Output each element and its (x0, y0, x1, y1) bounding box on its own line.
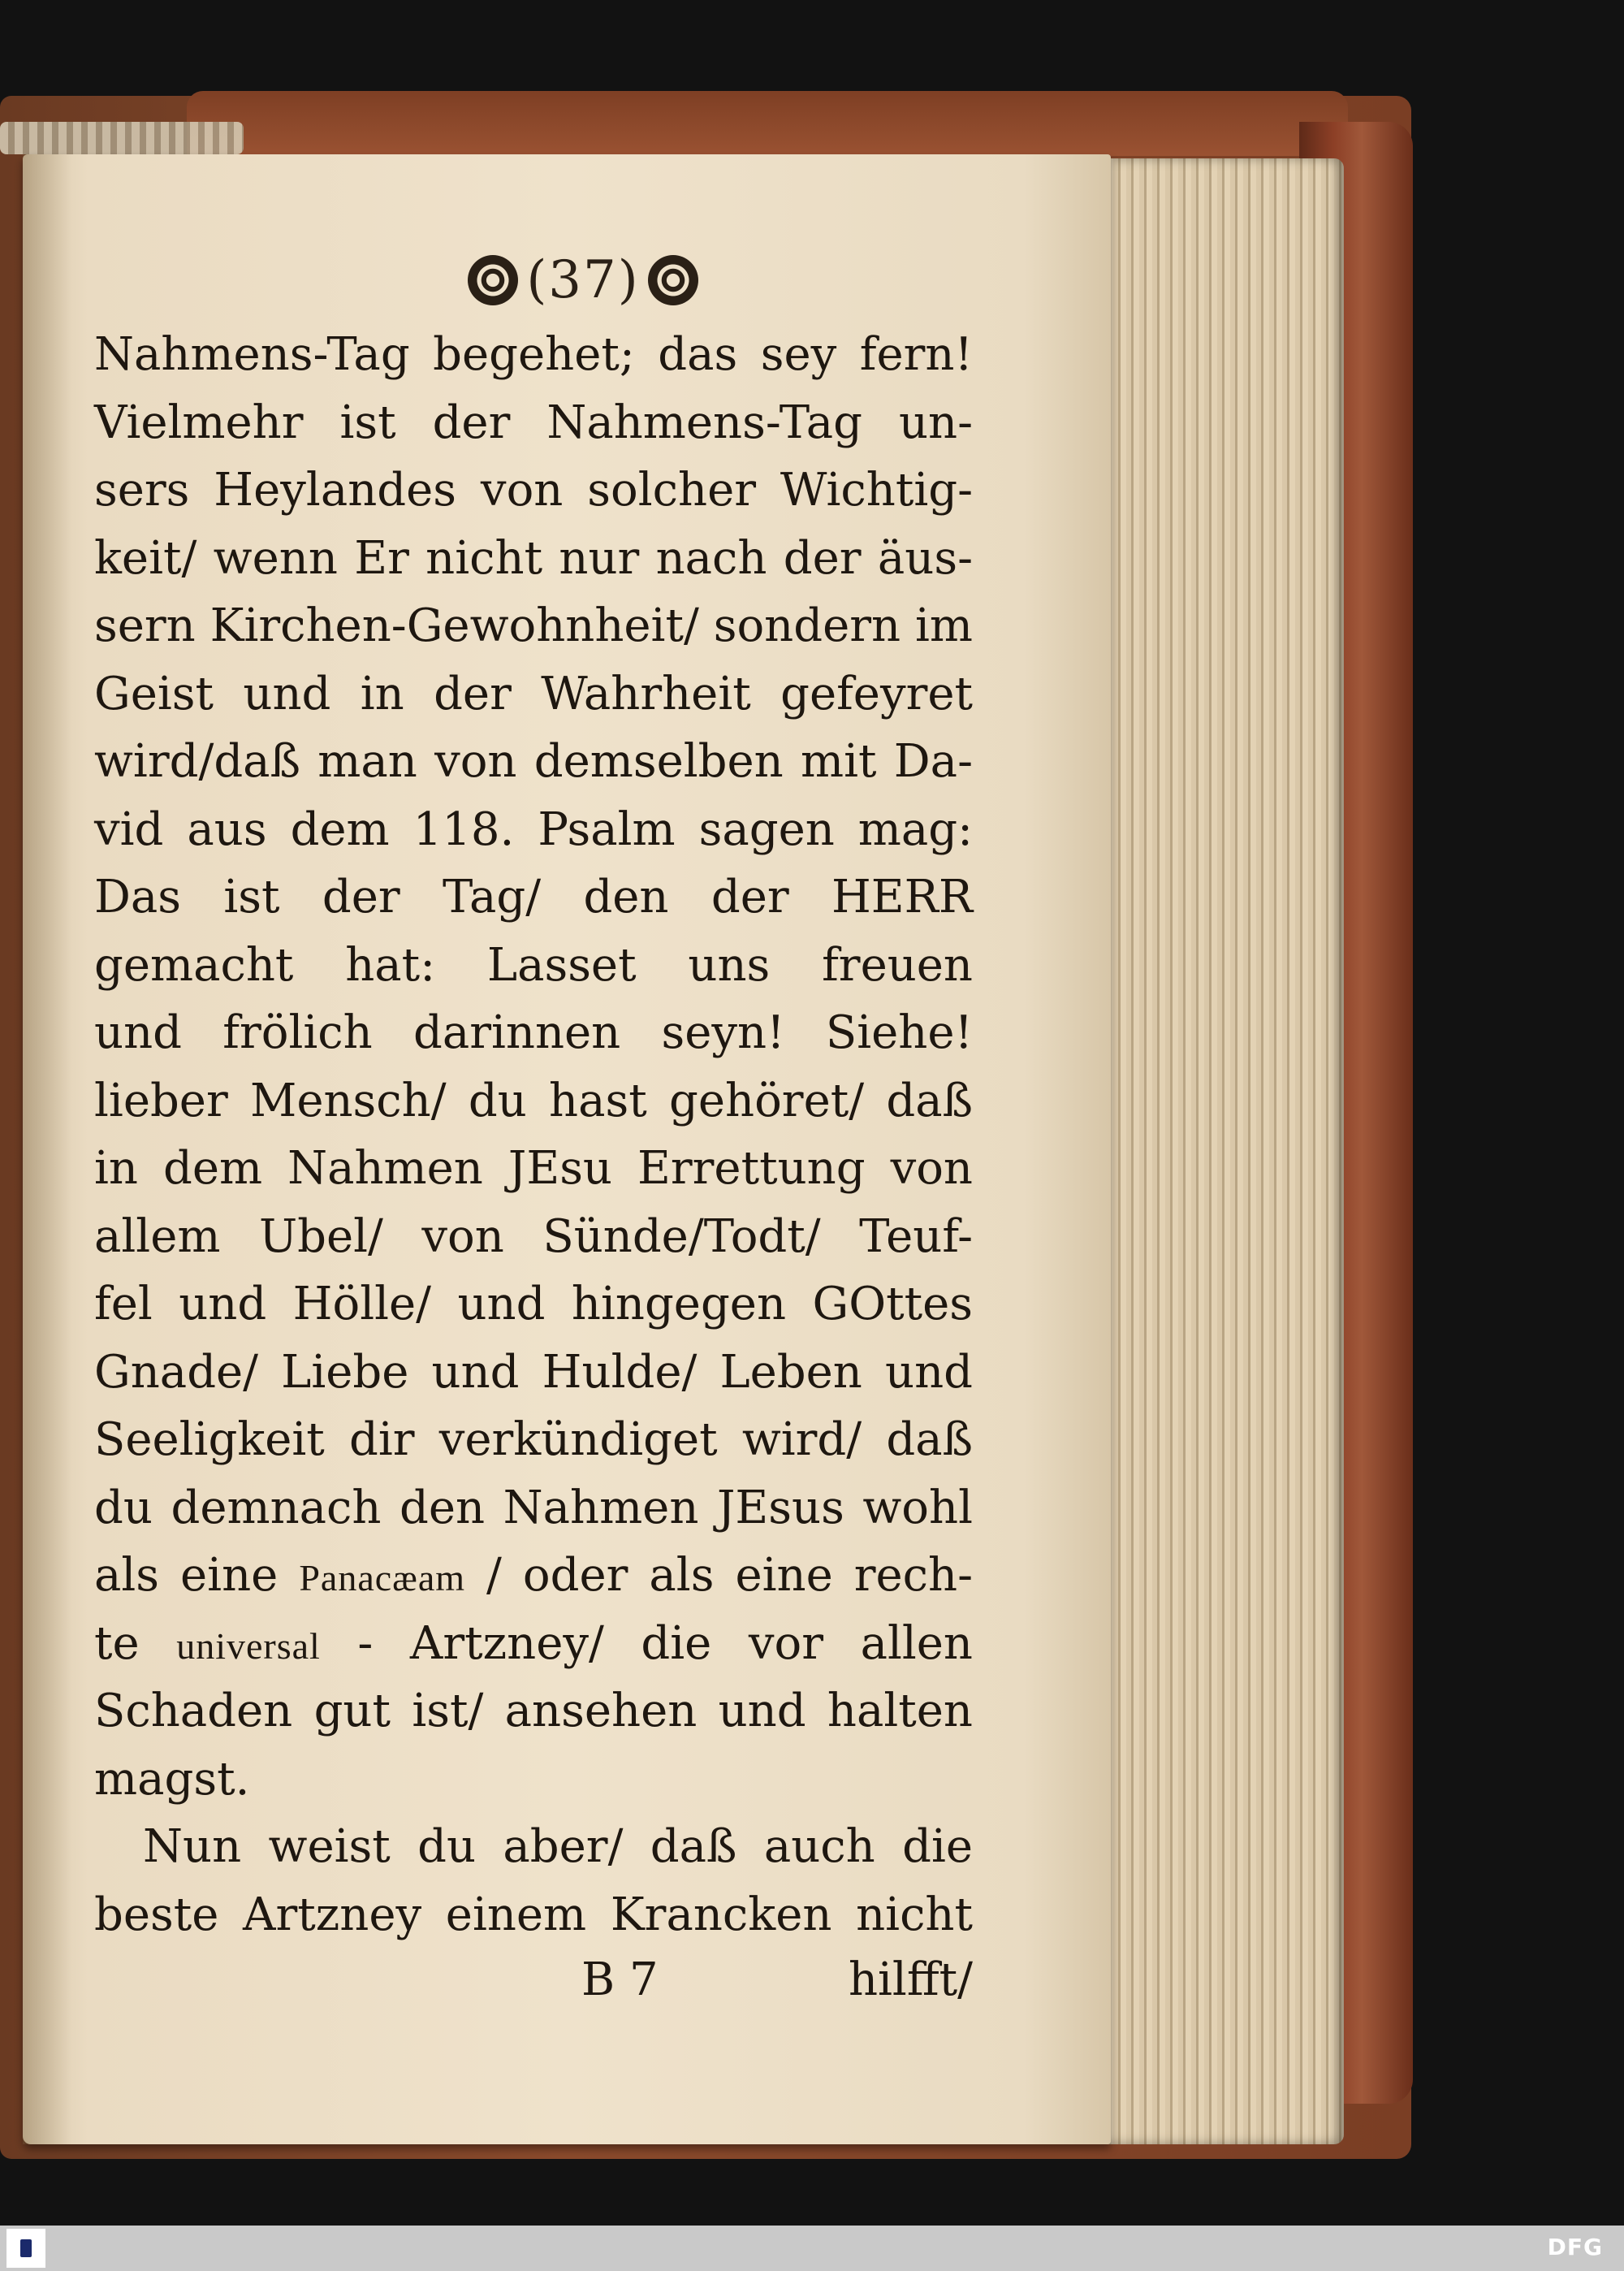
text-line: Nahmens-Tag begehet; das sey fern! (94, 328, 973, 381)
text-line: allem Ubel/ von Sünde/Todt/ Teuf- (94, 1209, 973, 1263)
text-line: in dem Nahmen JEsu Errettung von (94, 1142, 973, 1195)
viewer-bottom-bar (0, 2226, 1624, 2271)
text-line: keit/ wenn Er nicht nur nach der äus- (94, 531, 973, 585)
text-line: du demnach den Nahmen JEsus wohl (94, 1481, 973, 1534)
signature-mark: B 7 (581, 1953, 659, 2006)
text-fragment: / oder als eine rech- (465, 1549, 973, 1602)
text-line: sers Heylandes von solcher Wichtig- (94, 464, 973, 517)
text-fragment: te (94, 1616, 177, 1670)
text-line-panacea (94, 1542, 973, 1610)
library-mark (20, 2239, 32, 2257)
text-line: Gnade/ Liebe und Hulde/ Leben und (94, 1345, 973, 1399)
text-line: vid aus dem 118. Psalm sagen mag: (94, 802, 973, 856)
text-line: Schaden gut ist/ ansehen und halten (94, 1685, 973, 1737)
text-line-universal (94, 1610, 973, 1678)
dfg-badge: DFG (1547, 2234, 1603, 2260)
text-line: lieber Mensch/ du hast gehöret/ daß (94, 1074, 973, 1127)
page-number: (37) (526, 250, 640, 310)
page-footer (94, 1953, 973, 2006)
text-line: und frölich darinnen seyn! Siehe! (94, 1006, 973, 1059)
ornament-left-icon (468, 255, 518, 305)
text-fragment: als eine (94, 1549, 300, 1602)
text-line: Das ist der Tag/ den der HERR (94, 871, 973, 924)
text-line: Geist und in der Wahrheit gefeyret (94, 667, 973, 720)
latin-word: Panacæam (299, 1557, 466, 1598)
book-page (23, 154, 1111, 2144)
text-line: beste Artzney einem Krancken nicht (94, 1888, 973, 1941)
book-cover-top (187, 91, 1348, 156)
text-line: sern Kirchen-Gewohnheit/ sondern im (94, 599, 973, 652)
text-line: gemacht hat: Lasset uns freuen (94, 938, 973, 992)
headband (0, 122, 244, 154)
text-line: Seeligkeit dir verkündiget wird/ daß (94, 1413, 973, 1466)
page-header (23, 250, 1111, 310)
text-block (94, 321, 973, 1949)
library-logo-icon (6, 2229, 45, 2268)
gutter-shadow (23, 154, 71, 2144)
ornament-right-icon (648, 255, 698, 305)
text-line: Nun weist du aber/ daß auch die (143, 1820, 973, 1873)
page-block-edge (1100, 158, 1344, 2144)
text-line: magst. (94, 1752, 250, 1806)
catchword: hilfft/ (848, 1953, 973, 2006)
text-line: wird/daß man von demselben mit Da- (94, 735, 973, 788)
text-line: Vielmehr ist der Nahmens-Tag un- (94, 396, 973, 449)
latin-word: universal (176, 1624, 321, 1667)
text-line: fel und Hölle/ und hingegen GOttes (94, 1278, 973, 1330)
text-fragment: - Artzney/ die vor allen (320, 1616, 973, 1670)
